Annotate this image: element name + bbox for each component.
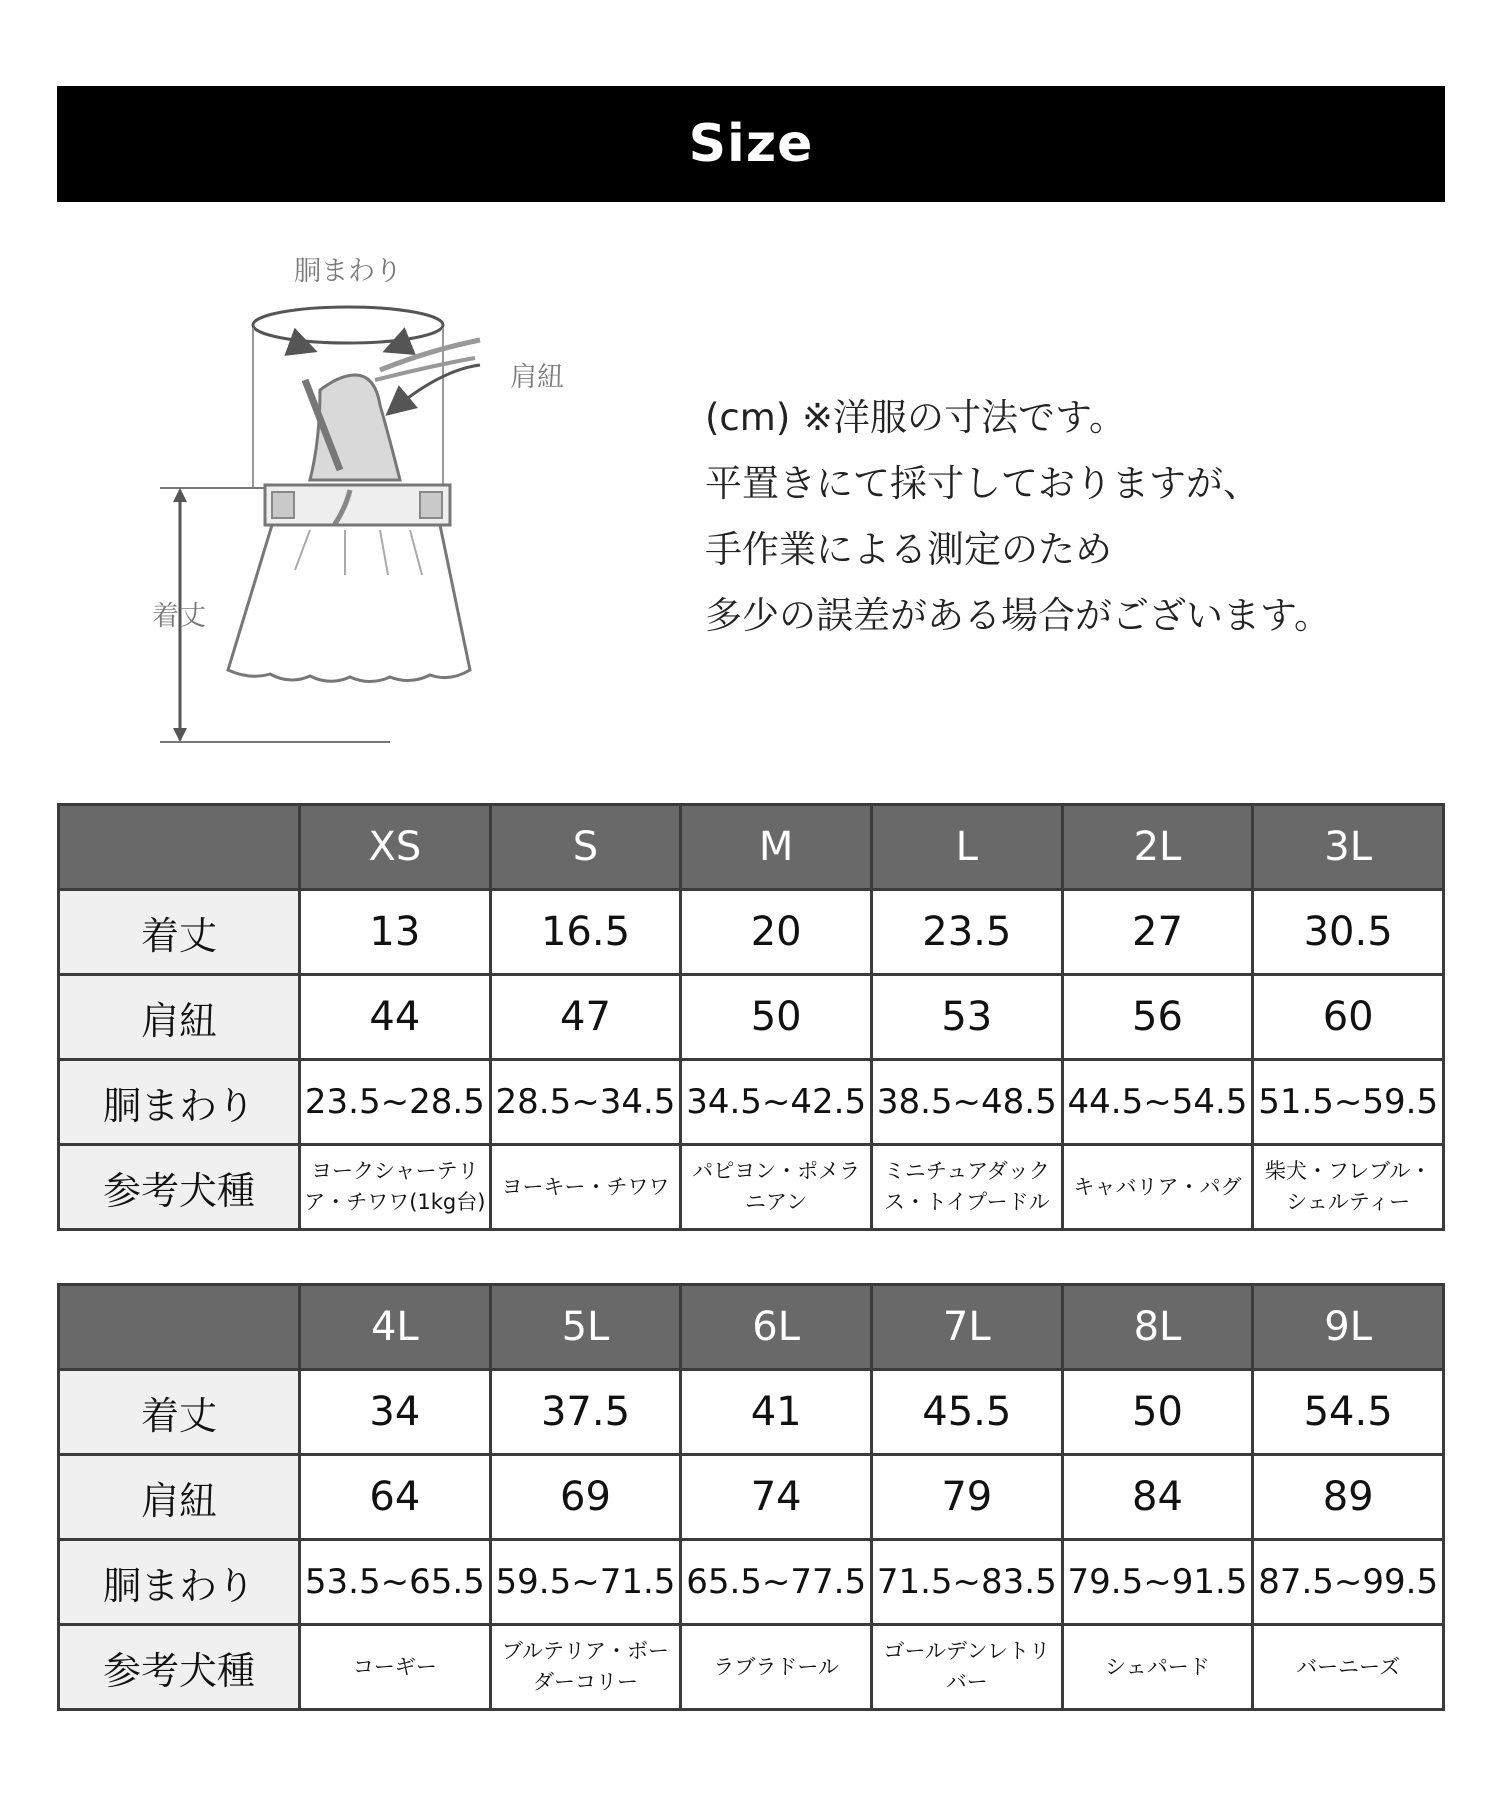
strap-cell: 47 (490, 975, 681, 1060)
length-cell: 16.5 (490, 890, 681, 975)
waist-cell: 44.5~54.5 (1062, 1060, 1253, 1145)
row-label-waist: 胴まわり (59, 1540, 300, 1625)
waist-cell: 28.5~34.5 (490, 1060, 681, 1145)
waist-cell: 79.5~91.5 (1062, 1540, 1253, 1625)
waist-cell: 71.5~83.5 (871, 1540, 1062, 1625)
waist-cell: 23.5~28.5 (300, 1060, 491, 1145)
breed-cell: ブルテリア・ボーダーコリー (490, 1625, 681, 1710)
strap-cell: 69 (490, 1455, 681, 1540)
size-table-1 (57, 803, 1445, 1231)
waist-cell: 65.5~77.5 (681, 1540, 872, 1625)
length-label: 着丈 (152, 601, 206, 632)
length-cell: 23.5 (871, 890, 1062, 975)
strap-cell: 50 (681, 975, 872, 1060)
strap-cell: 60 (1253, 975, 1444, 1060)
length-cell: 45.5 (871, 1370, 1062, 1455)
breed-cell: 柴犬・フレブル・シェルティー (1253, 1145, 1444, 1230)
strap-cell: 44 (300, 975, 491, 1060)
strap-cell: 74 (681, 1455, 872, 1540)
corner-cell (59, 1285, 300, 1370)
size-header-row (59, 805, 1444, 890)
breed-cell: コーギー (300, 1625, 491, 1710)
size-header: 3L (1253, 805, 1444, 890)
row-label-breed: 参考犬種 (59, 1625, 300, 1710)
row-label-breed: 参考犬種 (59, 1145, 300, 1230)
strap-row (59, 975, 1444, 1060)
size-banner (57, 86, 1445, 202)
strap-cell: 64 (300, 1455, 491, 1540)
size-header: 8L (1062, 1285, 1253, 1370)
waist-cell: 53.5~65.5 (300, 1540, 491, 1625)
row-label-length: 着丈 (59, 890, 300, 975)
length-cell: 41 (681, 1370, 872, 1455)
length-cell: 27 (1062, 890, 1253, 975)
length-cell: 30.5 (1253, 890, 1444, 975)
breed-cell: バーニーズ (1253, 1625, 1444, 1710)
breed-cell: ヨーキー・チワワ (490, 1145, 681, 1230)
waist-cell: 59.5~71.5 (490, 1540, 681, 1625)
row-label-length: 着丈 (59, 1370, 300, 1455)
length-cell: 50 (1062, 1370, 1253, 1455)
waist-cell: 87.5~99.5 (1253, 1540, 1444, 1625)
note-line: 平置きにて採寸しておりますが、 (705, 462, 1260, 505)
size-header: 4L (300, 1285, 491, 1370)
breed-cell: シェパード (1062, 1625, 1253, 1710)
corner-cell (59, 805, 300, 890)
breed-row (59, 1625, 1444, 1710)
length-cell: 54.5 (1253, 1370, 1444, 1455)
garment-illustration (140, 240, 660, 760)
size-header: 9L (1253, 1285, 1444, 1370)
size-header: S (490, 805, 681, 890)
note-line: (cm) ※洋服の寸法です。 (705, 396, 1127, 439)
breed-cell: ラブラドール (681, 1625, 872, 1710)
size-header: L (871, 805, 1062, 890)
breed-cell: ミニチュアダックス・トイプードル (871, 1145, 1062, 1230)
strap-cell: 53 (871, 975, 1062, 1060)
length-cell: 13 (300, 890, 491, 975)
length-row (59, 1370, 1444, 1455)
breed-cell: キャバリア・パグ (1062, 1145, 1253, 1230)
size-header-row (59, 1285, 1444, 1370)
strap-row (59, 1455, 1444, 1540)
waist-cell: 34.5~42.5 (681, 1060, 872, 1145)
strap-cell: 56 (1062, 975, 1253, 1060)
waist-cell: 38.5~48.5 (871, 1060, 1062, 1145)
size-header: 2L (1062, 805, 1253, 890)
breed-row (59, 1145, 1444, 1230)
strap-cell: 84 (1062, 1455, 1253, 1540)
size-header: XS (300, 805, 491, 890)
garment-diagram (140, 240, 660, 760)
strap-cell: 79 (871, 1455, 1062, 1540)
row-label-strap: 肩紐 (59, 1455, 300, 1540)
row-label-strap: 肩紐 (59, 975, 300, 1060)
strap-cell: 89 (1253, 1455, 1444, 1540)
size-header: 5L (490, 1285, 681, 1370)
size-header: 7L (871, 1285, 1062, 1370)
breed-cell: ゴールデンレトリバー (871, 1625, 1062, 1710)
length-row (59, 890, 1444, 975)
size-header: 6L (681, 1285, 872, 1370)
note-line: 多少の誤差がある場合がございます。 (705, 594, 1332, 637)
waist-label: 胴まわり (294, 256, 402, 287)
waist-arrow-icon (253, 307, 443, 343)
row-label-waist: 胴まわり (59, 1060, 300, 1145)
strap-label: 肩紐 (510, 362, 564, 393)
breed-cell: パピヨン・ポメラニアン (681, 1145, 872, 1230)
waist-row (59, 1060, 1444, 1145)
length-cell: 20 (681, 890, 872, 975)
size-header: M (681, 805, 872, 890)
waist-row (59, 1540, 1444, 1625)
measurement-note (705, 385, 1465, 649)
length-cell: 34 (300, 1370, 491, 1455)
size-table-2 (57, 1283, 1445, 1711)
waist-cell: 51.5~59.5 (1253, 1060, 1444, 1145)
page-title: Size (688, 114, 814, 174)
length-cell: 37.5 (490, 1370, 681, 1455)
breed-cell: ヨークシャーテリア・チワワ(1kg台) (300, 1145, 491, 1230)
note-line: 手作業による測定のため (705, 528, 1112, 571)
